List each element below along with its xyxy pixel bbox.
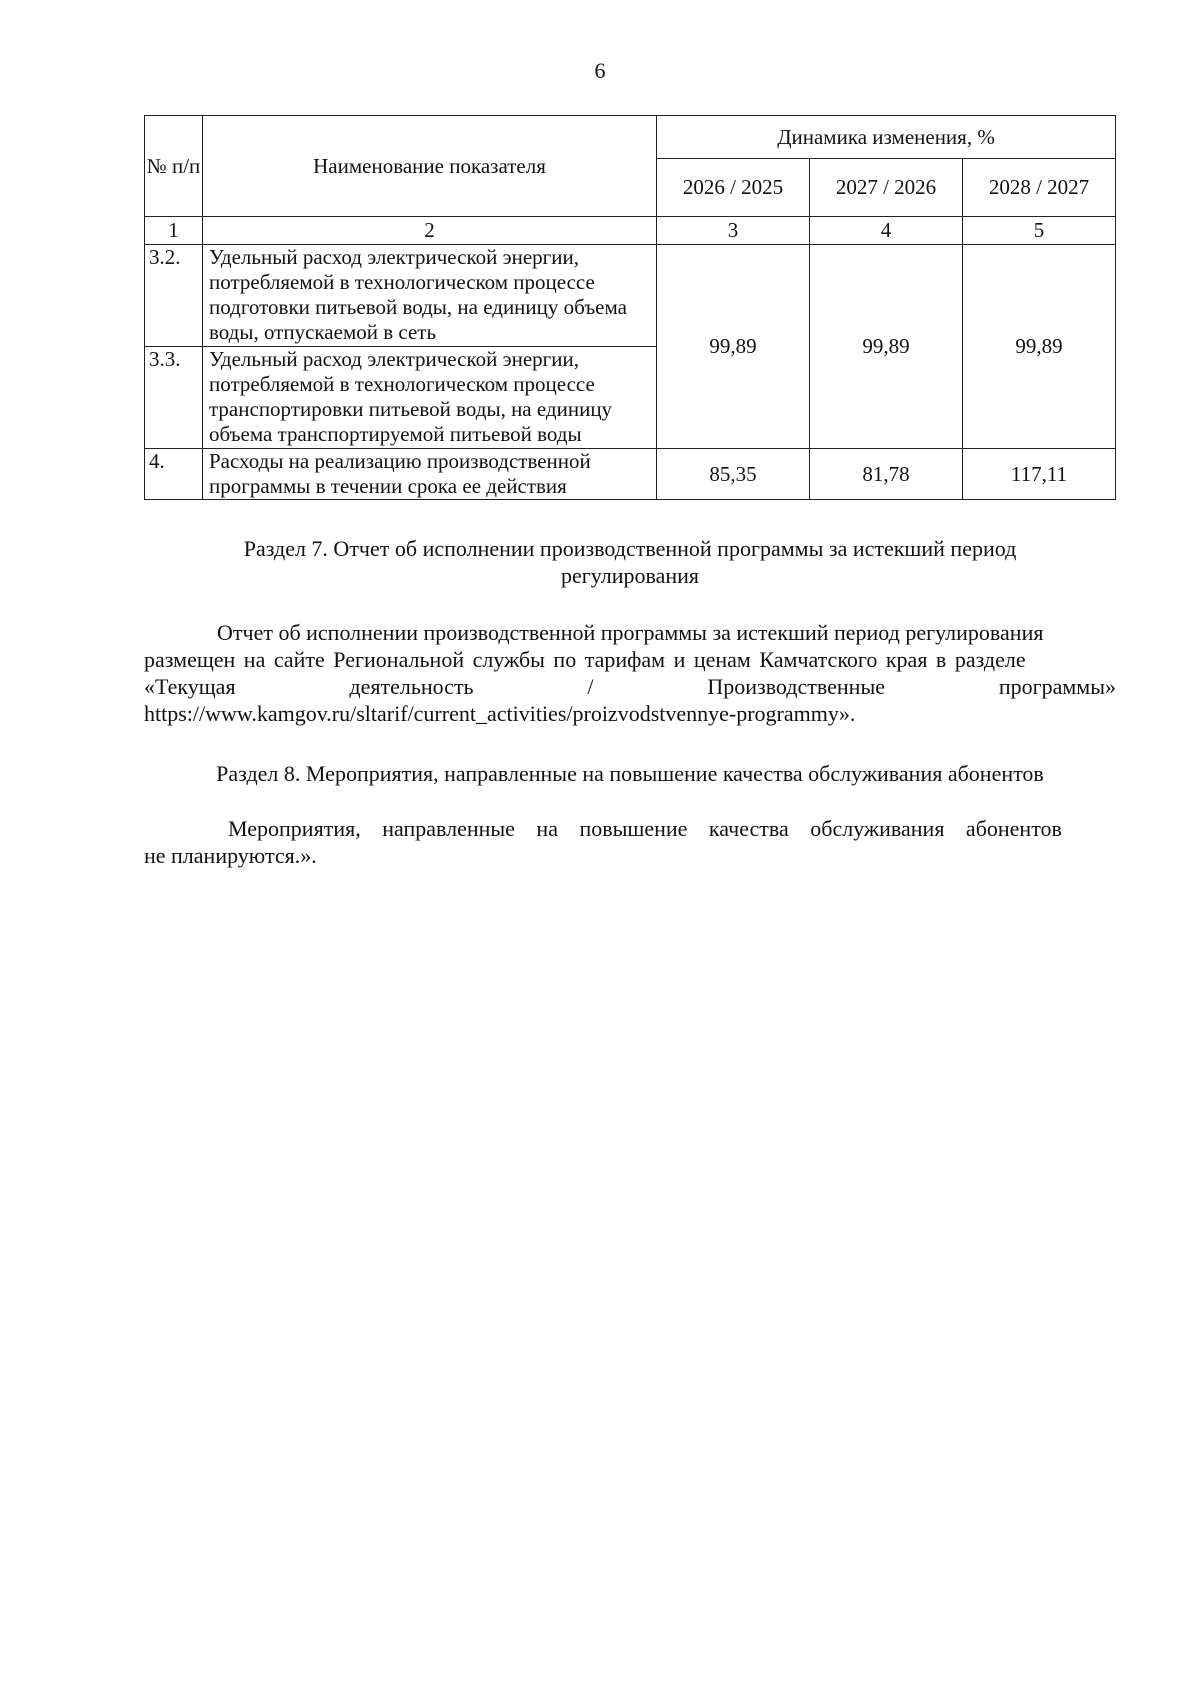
table-row: [145, 449, 1116, 500]
row-value: 117,11: [963, 449, 1116, 500]
merged-value: 99,89: [657, 245, 810, 449]
section8-para-line: не планируются.».: [144, 843, 317, 868]
page-number: 6: [594, 58, 606, 83]
row-name: Удельный расход электрической энергии, потребляемой в технологическом процессе подготовки питьевой воды, на единицу объема воды, отпускаемой в сеть: [203, 245, 657, 347]
index-cell: 4: [810, 217, 963, 245]
header-name: Наименование показателя: [203, 116, 657, 217]
header-year: 2027 / 2026: [810, 159, 963, 217]
header-dynamics: Динамика изменения, %: [657, 116, 1116, 159]
table-header-row: [145, 116, 1116, 159]
header-year: 2028 / 2027: [963, 159, 1116, 217]
section8-paragraph: [144, 815, 1116, 869]
merged-value: 99,89: [963, 245, 1116, 449]
merged-value: 99,89: [810, 245, 963, 449]
section7-para-line: размещен на сайте Региональной службы по тарифам и ценам Камчатского края в разделе: [144, 647, 1026, 672]
section7-title-line: регулирования: [560, 563, 700, 588]
index-cell: 2: [203, 217, 657, 245]
index-cell: 1: [145, 217, 203, 245]
section7-paragraph: [144, 619, 1116, 727]
row-number: 3.3.: [145, 347, 203, 449]
section7-para-line: Отчет об исполнении производственной программы за истекший период регулирования: [217, 620, 1044, 645]
row-number: 3.2.: [145, 245, 203, 347]
header-year: 2026 / 2025: [657, 159, 810, 217]
section8-para-line: Мероприятия, направленные на повышение качества обслуживания абонентов: [228, 816, 1062, 841]
row-name: Расходы на реализацию производственной программы в течении срока ее действия: [203, 449, 657, 500]
section7-para-word: деятельность: [349, 674, 474, 699]
indicators-table: [144, 115, 1116, 500]
index-cell: 5: [963, 217, 1116, 245]
section7-title: [144, 535, 1116, 589]
section7-para-line: [144, 673, 1116, 700]
section7-para-word: /: [587, 674, 594, 699]
row-value: 85,35: [657, 449, 810, 500]
row-name: Удельный расход электрической энергии, потребляемой в технологическом процессе транспортировки питьевой воды, на единицу объема транспортируемой питьевой воды: [203, 347, 657, 449]
row-number: 4.: [145, 449, 203, 500]
section7-para-word: «Текущая: [144, 674, 236, 699]
section7-title-line: Раздел 7. Отчет об исполнении производственной программы за истекший период: [243, 536, 1017, 561]
header-num: № п/п: [145, 116, 203, 217]
section7-para-link: https://www.kamgov.ru/sltarif/current_activities/proizvodstvennye-programmy».: [144, 701, 856, 726]
section7-para-word: программы»: [998, 674, 1116, 699]
row-value: 81,78: [810, 449, 963, 500]
table-index-row: [145, 217, 1116, 245]
table-row: [145, 245, 1116, 347]
section7-para-word: Производственные: [707, 674, 885, 699]
index-cell: 3: [657, 217, 810, 245]
section8-title: Раздел 8. Мероприятия, направленные на повышение качества обслуживания абонентов: [216, 761, 1044, 786]
